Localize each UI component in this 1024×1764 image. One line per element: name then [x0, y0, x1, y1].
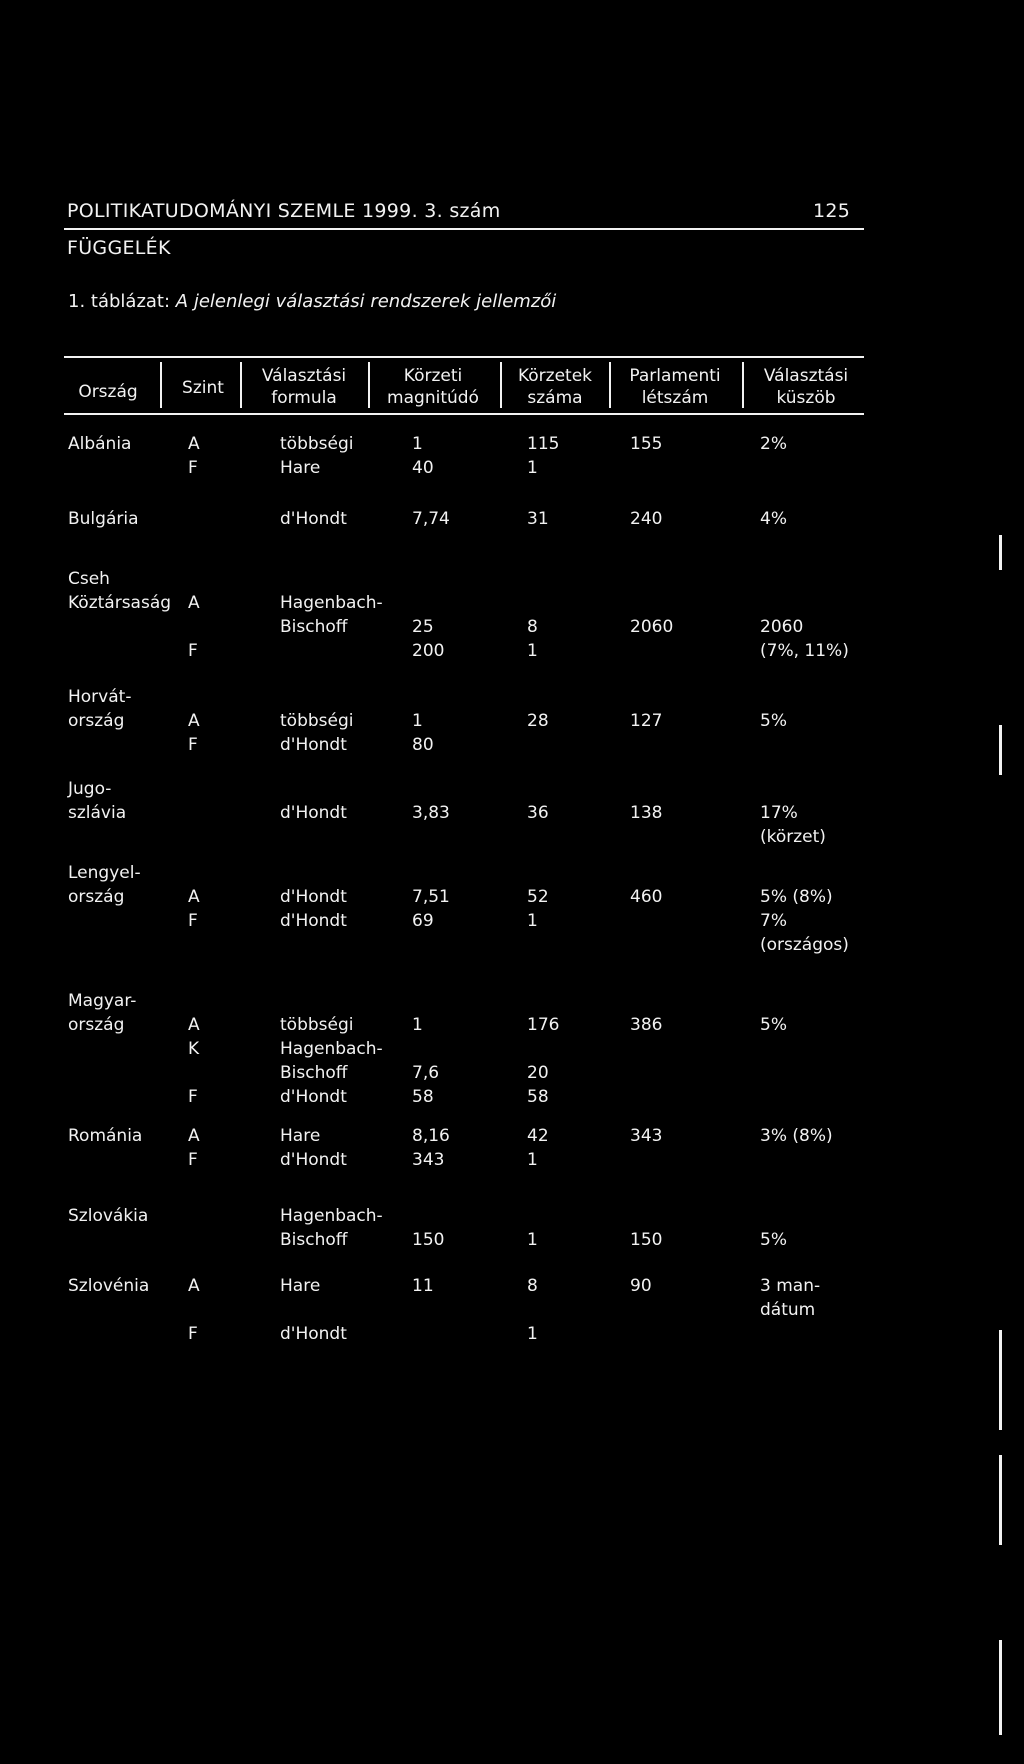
page-number: 125	[813, 200, 851, 222]
column-header: Választási küszöb	[763, 366, 849, 408]
section-title: FÜGGELÉK	[67, 237, 171, 259]
column-header: Parlamenti létszám	[629, 366, 721, 408]
cell-seats: 138	[630, 803, 663, 823]
cell-level: F	[188, 735, 198, 755]
cell-districts: 115	[527, 434, 560, 454]
cell-districts: 8	[527, 1276, 538, 1296]
cell-formula: Hagenbach-	[280, 1206, 383, 1226]
cell-level: F	[188, 911, 198, 931]
cell-districts: 1	[527, 1150, 538, 1170]
cell-districts: 28	[527, 711, 549, 731]
cell-seats: 127	[630, 711, 663, 731]
cell-magnitude: 200	[412, 641, 445, 661]
cell-seats: 460	[630, 887, 663, 907]
cell-formula: Hagenbach-	[280, 1039, 383, 1059]
country-name: Magyar-	[68, 991, 137, 1011]
cell-formula: d'Hondt	[280, 803, 347, 823]
table-head-rule	[64, 413, 864, 415]
country-name: Horvát-	[68, 687, 132, 707]
caption-title: A jelenlegi választási rendszerek jellemzői	[175, 291, 557, 312]
cell-seats: 2060	[630, 617, 674, 637]
column-separator	[609, 362, 611, 408]
cell-level: F	[188, 641, 198, 661]
cell-magnitude: 1	[412, 1015, 423, 1035]
cell-formula: többségi	[280, 1015, 354, 1035]
country-name: Románia	[68, 1126, 143, 1146]
cell-formula: Hare	[280, 458, 321, 478]
cell-districts: 8	[527, 617, 538, 637]
margin-mark	[999, 535, 1002, 570]
cell-level: A	[188, 1276, 200, 1296]
cell-threshold: (országos)	[760, 935, 849, 955]
caption-number: 1. táblázat:	[68, 291, 171, 312]
cell-level: A	[188, 593, 200, 613]
cell-seats: 155	[630, 434, 663, 454]
country-name: Szlovákia	[68, 1206, 149, 1226]
cell-threshold: (körzet)	[760, 827, 826, 847]
cell-formula: d'Hondt	[280, 509, 347, 529]
cell-formula: Hare	[280, 1126, 321, 1146]
table-top-rule	[64, 356, 864, 358]
margin-mark	[999, 1330, 1002, 1430]
cell-threshold: (7%, 11%)	[760, 641, 849, 661]
column-separator	[742, 362, 744, 408]
column-separator	[368, 362, 370, 408]
cell-formula: többségi	[280, 711, 354, 731]
cell-level: F	[188, 1150, 198, 1170]
cell-threshold: 2060	[760, 617, 804, 637]
country-name: szlávia	[68, 803, 127, 823]
country-name: Köztársaság	[68, 593, 172, 613]
cell-formula: d'Hondt	[280, 1087, 347, 1107]
column-separator	[160, 362, 162, 408]
country-name: Szlovénia	[68, 1276, 150, 1296]
cell-districts: 58	[527, 1087, 549, 1107]
journal-header: POLITIKATUDOMÁNYI SZEMLE 1999. 3. szám	[67, 200, 501, 222]
cell-threshold: 4%	[760, 509, 787, 529]
cell-formula: d'Hondt	[280, 735, 347, 755]
cell-threshold: dátum	[760, 1300, 816, 1320]
cell-level: A	[188, 1126, 200, 1146]
cell-level: A	[188, 434, 200, 454]
header-rule	[64, 228, 864, 230]
country-name: Bulgária	[68, 509, 139, 529]
cell-magnitude: 40	[412, 458, 434, 478]
country-name: Cseh	[68, 569, 110, 589]
cell-formula: Hagenbach-	[280, 593, 383, 613]
cell-formula: Bischoff	[280, 1230, 348, 1250]
cell-seats: 240	[630, 509, 663, 529]
country-name: ország	[68, 1015, 125, 1035]
cell-formula: d'Hondt	[280, 911, 347, 931]
margin-mark	[999, 725, 1002, 775]
cell-magnitude: 7,51	[412, 887, 450, 907]
cell-threshold: 7%	[760, 911, 787, 931]
column-header: Szint	[182, 378, 224, 398]
cell-districts: 1	[527, 641, 538, 661]
cell-formula: d'Hondt	[280, 1150, 347, 1170]
column-header: Körzeti magnitúdó	[387, 366, 479, 408]
cell-threshold: 2%	[760, 434, 787, 454]
cell-magnitude: 7,6	[412, 1063, 440, 1083]
cell-seats: 90	[630, 1276, 652, 1296]
cell-districts: 52	[527, 887, 549, 907]
cell-magnitude: 150	[412, 1230, 445, 1250]
cell-magnitude: 25	[412, 617, 434, 637]
cell-magnitude: 343	[412, 1150, 445, 1170]
cell-magnitude: 8,16	[412, 1126, 450, 1146]
cell-seats: 150	[630, 1230, 663, 1250]
cell-formula: Hare	[280, 1276, 321, 1296]
cell-magnitude: 3,83	[412, 803, 450, 823]
margin-mark	[999, 1640, 1002, 1735]
column-header: Választási formula	[261, 366, 347, 408]
cell-threshold: 5%	[760, 711, 787, 731]
cell-threshold: 5% (8%)	[760, 887, 833, 907]
cell-seats: 386	[630, 1015, 663, 1035]
cell-threshold: 5%	[760, 1015, 787, 1035]
country-name: ország	[68, 887, 125, 907]
cell-threshold: 17%	[760, 803, 798, 823]
cell-districts: 31	[527, 509, 549, 529]
column-header: Körzetek száma	[517, 366, 593, 408]
country-name: Jugo-	[68, 779, 112, 799]
cell-threshold: 5%	[760, 1230, 787, 1250]
cell-formula: többségi	[280, 434, 354, 454]
cell-threshold: 3% (8%)	[760, 1126, 833, 1146]
cell-formula: d'Hondt	[280, 1324, 347, 1344]
cell-districts: 176	[527, 1015, 560, 1035]
country-name: Albánia	[68, 434, 132, 454]
country-name: Lengyel-	[68, 863, 141, 883]
country-name: ország	[68, 711, 125, 731]
cell-formula: d'Hondt	[280, 887, 347, 907]
cell-magnitude: 69	[412, 911, 434, 931]
cell-level: F	[188, 1087, 198, 1107]
cell-magnitude: 1	[412, 434, 423, 454]
cell-seats: 343	[630, 1126, 663, 1146]
cell-level: F	[188, 458, 198, 478]
cell-districts: 42	[527, 1126, 549, 1146]
table-caption	[68, 291, 556, 312]
margin-mark	[999, 1455, 1002, 1545]
cell-magnitude: 80	[412, 735, 434, 755]
cell-districts: 20	[527, 1063, 549, 1083]
cell-magnitude: 7,74	[412, 509, 450, 529]
cell-threshold: 3 man-	[760, 1276, 821, 1296]
cell-level: A	[188, 1015, 200, 1035]
column-separator	[500, 362, 502, 408]
cell-districts: 36	[527, 803, 549, 823]
cell-magnitude: 11	[412, 1276, 434, 1296]
cell-level: F	[188, 1324, 198, 1344]
column-separator	[240, 362, 242, 408]
cell-districts: 1	[527, 911, 538, 931]
column-header: Ország	[78, 382, 138, 402]
cell-magnitude: 1	[412, 711, 423, 731]
cell-formula: Bischoff	[280, 617, 348, 637]
cell-districts: 1	[527, 1324, 538, 1344]
cell-level: A	[188, 711, 200, 731]
cell-districts: 1	[527, 458, 538, 478]
cell-magnitude: 58	[412, 1087, 434, 1107]
cell-level: A	[188, 887, 200, 907]
cell-formula: Bischoff	[280, 1063, 348, 1083]
cell-districts: 1	[527, 1230, 538, 1250]
cell-level: K	[188, 1039, 200, 1059]
